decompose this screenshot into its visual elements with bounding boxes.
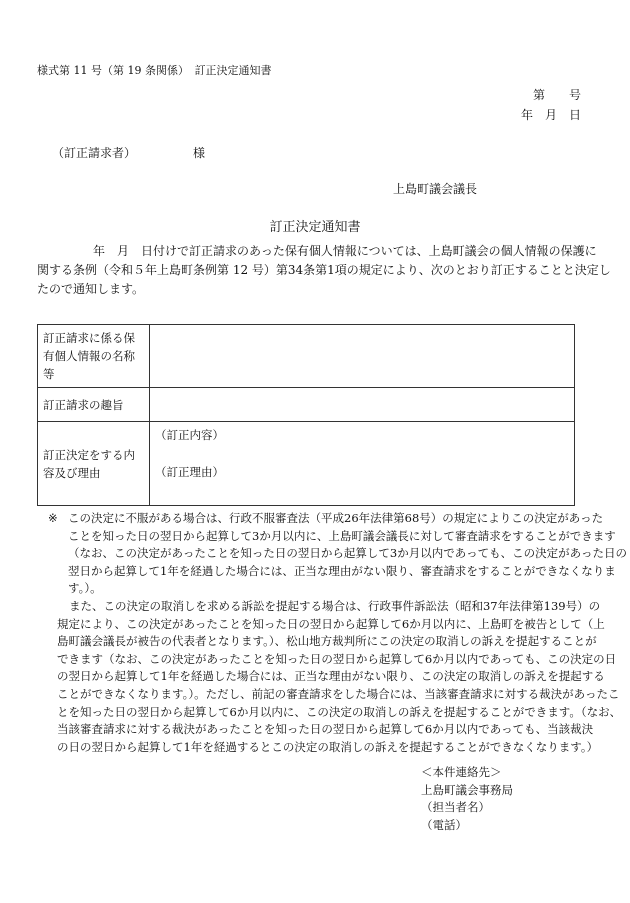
note-paragraph-appeal: この決定に不服がある場合は、行政不服審査法（平成26年法律第68号）の規定によりこの決定があった ことを知った日の翌日から起算して3か月以内に、上島町議会議長に対して審査請求をすることができます （なお、この決定があったことを知った日の翌日から起算して3か月以内であっても、この決定があった日の 翌日から起算して1年を経過した場合には、正当な理由がない限り、審査請求をすることができなくなりま す。）。 <box>68 511 627 596</box>
table-row-info-name <box>38 325 575 388</box>
correction-reason-label: （訂正理由） <box>155 465 224 479</box>
table-label-info-name: 訂正請求に係る保 有個人情報の名称 等 <box>38 325 150 388</box>
form-reference: 様式第 11 号（第 19 条関係） 訂正決定通知書 <box>37 64 272 77</box>
document-number: 第 号 <box>532 88 581 102</box>
table-row-purpose <box>38 388 575 422</box>
table-value-purpose[interactable] <box>150 388 575 422</box>
intro-line: 年 月 日付けで訂正請求のあった保有個人情報については、上島町議会の個人情報の保護に <box>93 244 597 258</box>
decision-table <box>37 324 575 506</box>
table-label-decision: 訂正決定をする内 容及び理由 <box>38 422 150 506</box>
recipient-honorific: 様 <box>193 146 206 160</box>
document-title: 訂正決定通知書 <box>269 220 361 235</box>
table-value-decision[interactable] <box>150 422 575 506</box>
intro-line: 関する条例（令和５年上島町条例第 12 号）第34条第1項の規定により、次のとおり訂正することと決定し <box>37 263 611 277</box>
contact-heading: ＜本件連絡先＞ <box>421 765 502 779</box>
correction-content-label: （訂正内容） <box>155 428 224 442</box>
contact-block <box>421 764 513 834</box>
document-date: 年 月 日 <box>520 108 581 122</box>
intro-paragraph <box>37 242 611 299</box>
contact-phone: （電話） <box>421 817 467 832</box>
intro-line: たので通知します。 <box>37 282 145 296</box>
table-label-purpose: 訂正請求の趣旨 <box>38 388 150 422</box>
note-paragraph-lawsuit: また、この決定の取消しを求める訴訟を提起する場合は、行政事件訴訟法（昭和37年法律第139号）の 規定により、この決定があったことを知った日の翌日から起算して6か月以内に、上島町を被告として（上 島町議会議長が被告の代表者となります。）、松山地方裁判所にこの決定の取消しの訴えを提起することが できます（なお、この決定があったことを知った日の翌日から起算して6か月以内であっても、この決定の日 の翌日から起算して1年を経過した場合には、正当な理由がない限り、この決定の取消しの訴えを提起する ことができなくなります。）。ただし、前記の審査請求をした場合には、当該審査請求に対する裁決があったこ とを知った日の翌日から起算して6か月以内に、この決定の取消しの訴えを提起することができます。（なお、 当該審査請求に対する裁決があったことを知った日の翌日から起算して6か月以内であっても、当該裁決 の日の翌日から起算して1年を経過するとこの決定の取消しの訴えを提起することができなくなります。） <box>57 599 622 754</box>
recipient-label: （訂正請求者） <box>52 146 137 160</box>
contact-person: （担当者名） <box>421 800 490 815</box>
contact-office: 上島町議会事務局 <box>421 782 513 797</box>
table-row-decision <box>38 422 575 506</box>
table-value-info-name[interactable] <box>150 325 575 388</box>
note-mark: ※ <box>48 511 58 525</box>
sender-name: 上島町議会議長 <box>393 182 478 196</box>
